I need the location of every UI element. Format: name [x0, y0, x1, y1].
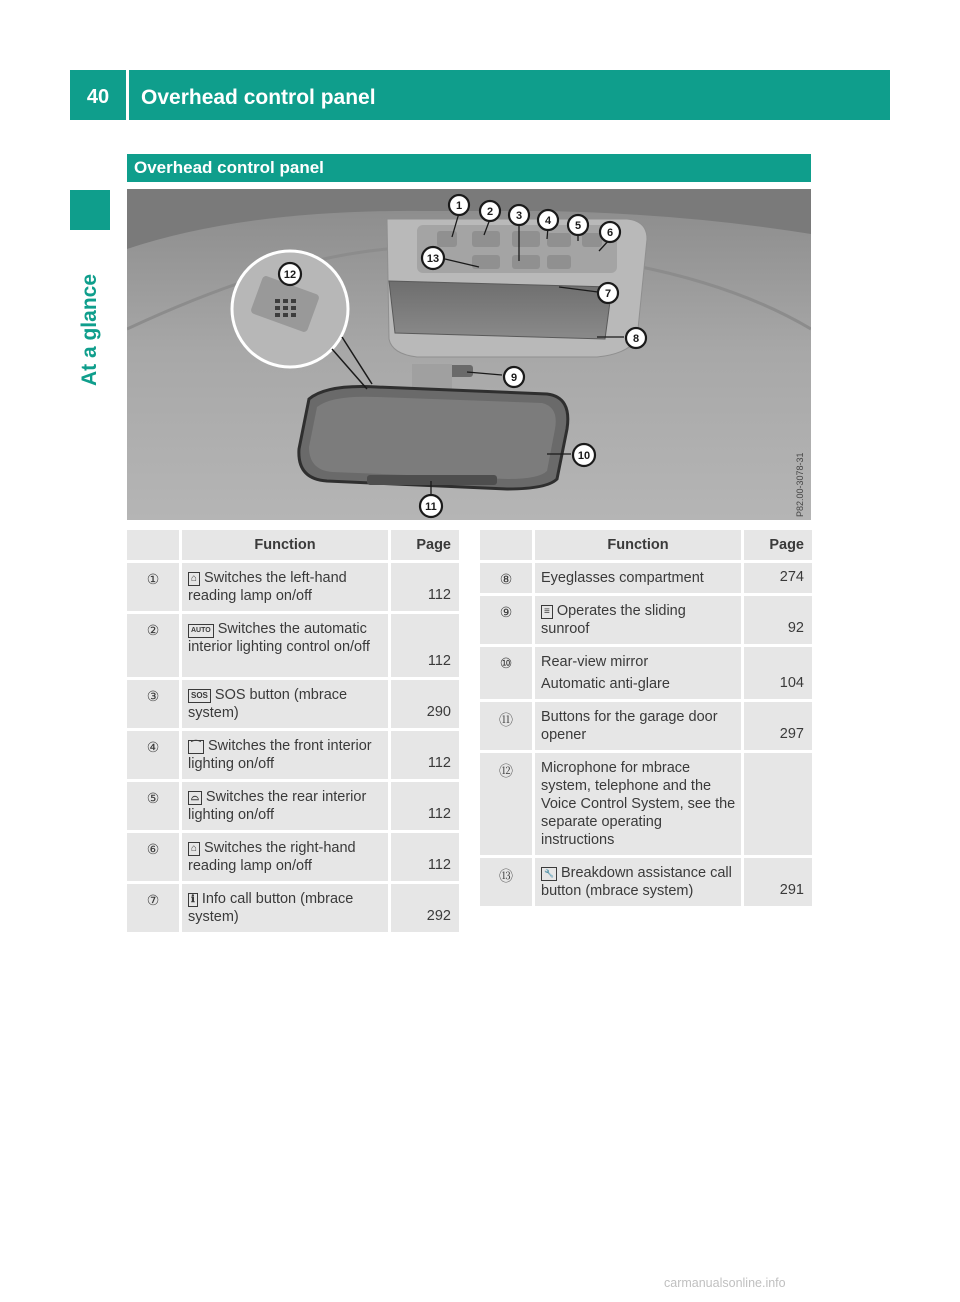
table-row — [480, 753, 812, 858]
header-page: Page — [391, 530, 459, 563]
table-row — [480, 647, 812, 702]
header-num — [127, 530, 182, 563]
svg-text:2: 2 — [486, 206, 494, 218]
row-number: ① — [127, 563, 182, 614]
row-text: Buttons for the garage door opener — [535, 702, 744, 753]
row-text-secondary: Automatic anti-glare — [541, 676, 670, 692]
row-number: ⑩ — [480, 647, 535, 702]
row-number: ⑥ — [127, 833, 182, 884]
row-text: Rear-view mirror — [541, 654, 649, 670]
row-text: Breakdown assistance call button (mbrace system) — [541, 865, 732, 899]
table-row — [480, 596, 812, 647]
row-page: 112 — [391, 563, 459, 614]
row-page: 92 — [744, 596, 812, 647]
overhead-panel-photo — [127, 189, 811, 520]
header-page: Page — [744, 530, 812, 563]
callout-1 — [449, 195, 469, 215]
row-text: Switches the right-hand reading lamp on/off — [188, 840, 356, 874]
callout-6 — [600, 222, 620, 242]
row-page — [744, 753, 812, 858]
table-row — [127, 680, 459, 731]
table-row — [127, 731, 459, 782]
info-call-icon: ℹ — [188, 893, 198, 907]
row-page: 292 — [391, 884, 459, 935]
sos-icon: SOS — [188, 689, 211, 703]
table-header — [127, 530, 459, 563]
figure-code: P82.00-3078-31 — [795, 452, 805, 517]
callout-11 — [420, 495, 442, 517]
row-number: ⑪ — [480, 702, 535, 753]
row-text: Switches the rear interior lighting on/off — [188, 789, 367, 823]
row-number: ⑦ — [127, 884, 182, 935]
sunroof-icon: ≡ — [541, 605, 553, 619]
side-tab-marker — [70, 190, 110, 230]
table-header — [480, 530, 812, 563]
svg-text:5: 5 — [574, 220, 582, 232]
breakdown-call-icon: 🔧 — [541, 867, 557, 881]
row-text: Switches the automatic interior lighting control on/off — [188, 621, 370, 655]
row-page: 274 — [744, 563, 812, 596]
svg-text:13: 13 — [426, 253, 440, 265]
svg-text:11: 11 — [425, 501, 437, 513]
row-page: 297 — [744, 702, 812, 753]
header-function: Function — [535, 530, 744, 563]
callout-8 — [626, 328, 646, 348]
table-row — [480, 858, 812, 909]
header-separator — [126, 70, 129, 120]
callout-9 — [504, 367, 524, 387]
reading-lamp-icon: ⌂ — [188, 842, 200, 856]
side-tab-label: At a glance — [78, 273, 101, 387]
row-number: ⑫ — [480, 753, 535, 858]
svg-text:9: 9 — [510, 372, 518, 384]
svg-text:6: 6 — [606, 227, 614, 239]
row-number: ② — [127, 614, 182, 680]
callout-12 — [279, 263, 301, 285]
svg-text:12: 12 — [283, 269, 297, 281]
table-row — [127, 833, 459, 884]
table-row — [480, 702, 812, 753]
svg-text:7: 7 — [604, 288, 612, 300]
rear-lighting-icon: ⌓ — [188, 791, 202, 805]
table-row — [480, 563, 812, 596]
row-page: 104 — [744, 647, 812, 702]
row-text: Switches the front interior lighting on/off — [188, 738, 372, 772]
row-page: 112 — [391, 782, 459, 833]
row-number: ⑨ — [480, 596, 535, 647]
svg-text:4: 4 — [544, 215, 552, 227]
svg-text:1: 1 — [455, 200, 463, 212]
row-text: SOS button (mbrace system) — [188, 687, 348, 721]
table-row — [127, 884, 459, 935]
row-text: Operates the sliding sunroof — [541, 603, 686, 637]
callout-5 — [568, 215, 588, 235]
row-page: 291 — [744, 858, 812, 909]
row-text: Info call button (mbrace system) — [188, 891, 354, 925]
svg-text:3: 3 — [515, 210, 523, 222]
row-number: ⑤ — [127, 782, 182, 833]
row-page: 112 — [391, 731, 459, 782]
callout-3 — [509, 205, 529, 225]
function-table-left — [127, 530, 459, 935]
callout-2 — [480, 201, 500, 221]
row-text: Microphone for mbrace system, telephone and the Voice Control System, see the separate operating instructions — [535, 753, 744, 858]
auto-lighting-icon: AUTO — [188, 624, 214, 638]
table-row — [127, 563, 459, 614]
table-row — [127, 782, 459, 833]
header-num — [480, 530, 535, 563]
row-page: 112 — [391, 833, 459, 884]
callout-13 — [422, 247, 444, 269]
reading-lamp-icon: ⌂ — [188, 572, 200, 586]
row-number: ③ — [127, 680, 182, 731]
page-title: Overhead control panel — [141, 86, 376, 109]
row-page: 290 — [391, 680, 459, 731]
function-table-right — [480, 530, 812, 909]
table-row — [127, 614, 459, 680]
header-function: Function — [182, 530, 391, 563]
section-title: Overhead control panel — [134, 158, 324, 177]
watermark: carmanualsonline.info — [664, 1276, 786, 1290]
row-text: Eyeglasses compartment — [535, 563, 744, 596]
page-number: 40 — [86, 86, 110, 108]
callout-4 — [538, 210, 558, 230]
front-lighting-icon: ⌒ — [188, 740, 204, 754]
callout-10 — [573, 444, 595, 466]
callout-7 — [598, 283, 618, 303]
svg-text:10: 10 — [577, 450, 591, 462]
svg-text:8: 8 — [632, 333, 640, 345]
row-number: ⑧ — [480, 563, 535, 596]
row-page: 112 — [391, 614, 459, 680]
row-number: ④ — [127, 731, 182, 782]
row-number: ⑬ — [480, 858, 535, 909]
row-text: Switches the left-hand reading lamp on/off — [188, 570, 347, 604]
